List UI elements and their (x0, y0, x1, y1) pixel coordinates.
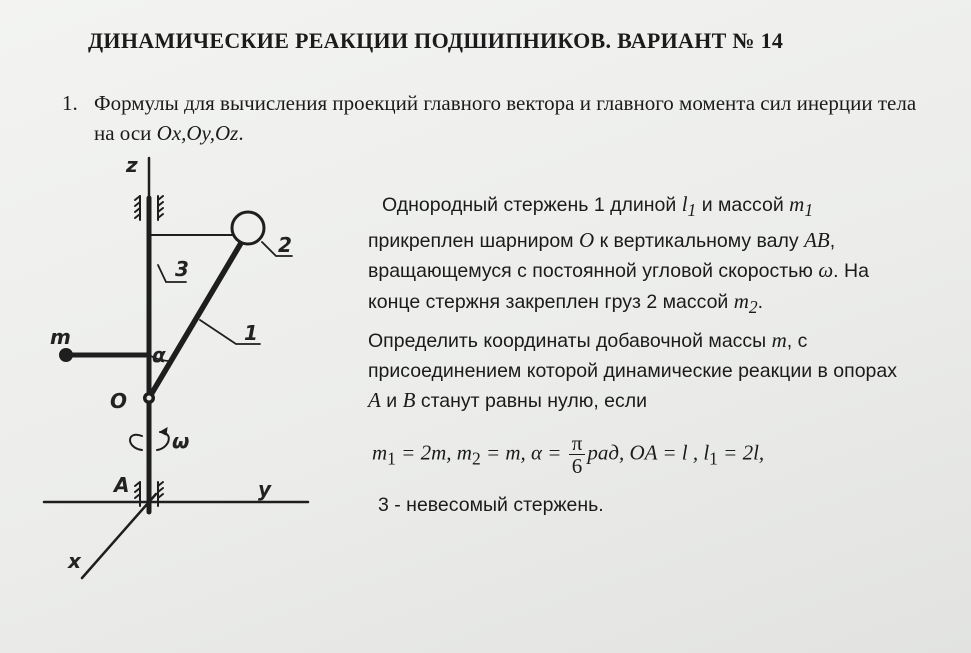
task-text-body: Формулы для вычисления проекций главного вектора и главного момента сил инерции тела на оси (94, 91, 917, 145)
var-a: A (368, 388, 381, 413)
fraction-pi-6: $\frac{\pi}{6}$ (569, 432, 586, 477)
var-m2: $m_2$ (733, 288, 758, 317)
var-omega: ω (818, 258, 834, 283)
label-z: z (126, 153, 138, 177)
paragraph-1 (368, 190, 908, 322)
mass-m-dot (59, 348, 73, 362)
label-m: m (50, 325, 71, 349)
label-1: 1 (244, 321, 258, 345)
p1-text-b: и массой (701, 194, 784, 216)
p1-text-d: к вертикальному валу (599, 229, 799, 252)
var-m: m (771, 328, 787, 353)
var-b: B (402, 388, 416, 413)
task-axes: Ox,Oy,Oz (156, 121, 239, 145)
mechanism-diagram (30, 150, 320, 590)
p1-text-c: прикреплен шарниром (368, 229, 574, 252)
p1-text-g: . (757, 290, 764, 313)
p2-text-c: и (386, 390, 398, 413)
load-2 (232, 212, 264, 244)
note-rod-3: 3 - невесомый стержень. (378, 494, 604, 516)
label-3: 3 (175, 257, 189, 281)
x-axis-line (82, 494, 156, 578)
task-number: 1. (62, 91, 78, 115)
label-alpha: α (152, 343, 166, 367)
label-x: x (68, 549, 81, 573)
label-o: O (110, 389, 128, 413)
p1-text-f: . На конце стержня закреплен груз 2 массой (368, 260, 869, 313)
rod-1 (149, 238, 244, 398)
label-a: A (114, 473, 130, 497)
paragraph-2 (368, 326, 908, 417)
problem-description (368, 190, 908, 417)
task-end: . (238, 121, 244, 145)
given-formula: $m_1 = 2m$, $m_2 = m$, α = $\frac{\pi}{6}$ рад, OA = l , $l_1 = 2l$, (372, 431, 765, 478)
var-m1: $m_1$ (789, 192, 814, 221)
page-title: ДИНАМИЧЕСКИЕ РЕАКЦИИ ПОДШИПНИКОВ. ВАРИАНТ № 14 (88, 28, 784, 53)
var-ab: AB (804, 227, 830, 252)
p1-text-e: , вращающемуся с постоянной угловой скоростью (368, 229, 836, 283)
p2-text-b: , с присоединением которой динамические реакции в опорах (368, 330, 897, 382)
label-omega: ω (172, 429, 190, 453)
p2-text-a: Определить координаты добавочной массы (368, 330, 767, 353)
label-2: 2 (278, 233, 292, 257)
p2-text-d: станут равны нулю, если (420, 390, 648, 413)
task-text (94, 88, 934, 148)
var-l1: $l_1$ (681, 192, 697, 221)
label-y: y (258, 477, 272, 501)
var-o: O (579, 227, 595, 252)
p1-text-a: Однородный стержень 1 длиной (382, 194, 677, 216)
